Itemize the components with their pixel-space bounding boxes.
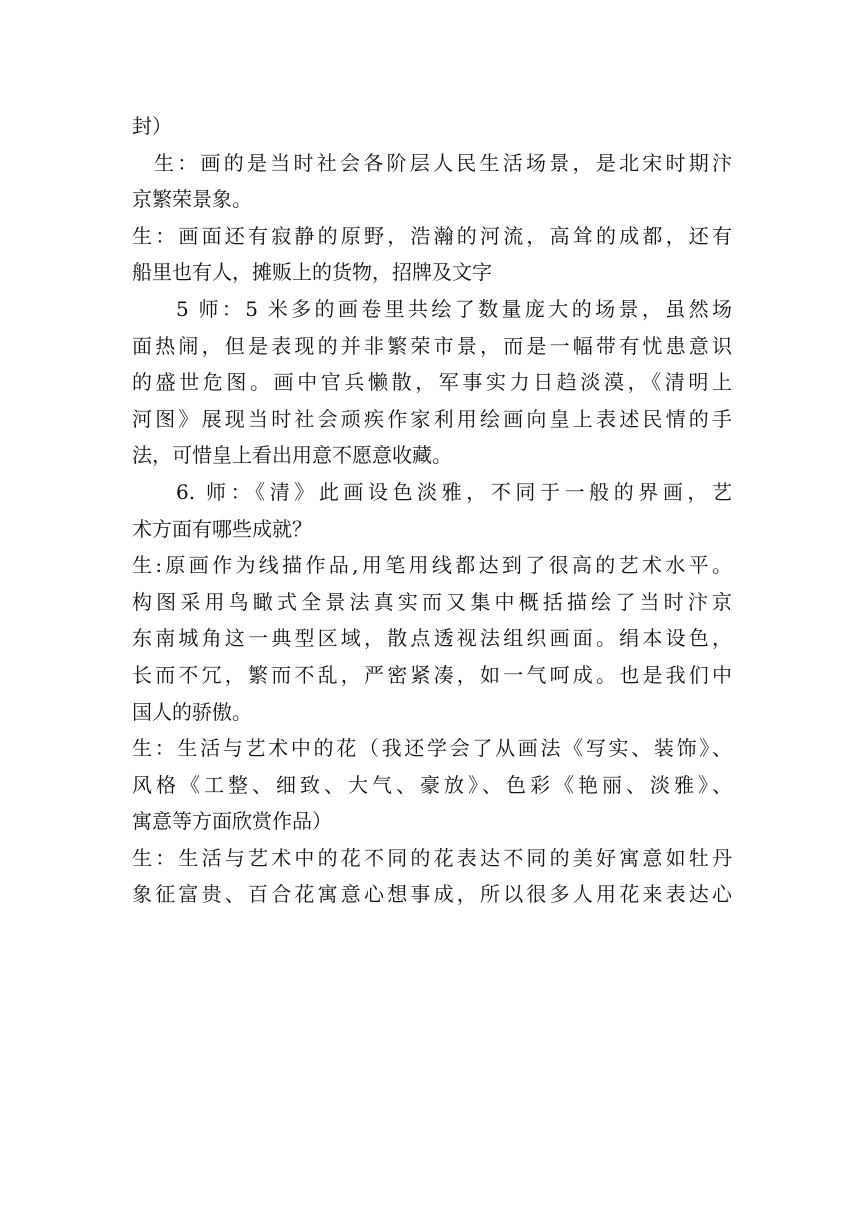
paragraph-continuation [132, 108, 732, 145]
text-line: 长而不冗，繁而不乱，严密紧凑，如一气呵成。也是我们中 [132, 662, 732, 687]
text-line: 生：生活与艺术中的花（我还学会了从画法《写实、装饰》、 [132, 736, 732, 761]
paragraph-teacher-6 [132, 474, 732, 547]
text-line: 生：画面还有寂静的原野，浩瀚的河流，高耸的成都，还有 [132, 223, 732, 248]
text-line: 生：生活与艺术中的花不同的花表达不同的美好寓意如牡丹 [132, 845, 732, 870]
text-line: 6. 师：《清》此画设色淡雅，不同于一般的界画，艺 [176, 479, 732, 504]
text-line: 寓意等方面欣赏作品） [132, 809, 332, 834]
text-line: 生:原画作为线描作品,用笔用线都达到了很高的艺术水平。 [132, 553, 732, 578]
paragraph-teacher-5 [132, 291, 732, 474]
text-line: 5 师：5 米多的画卷里共绘了数量庞大的场景，虽然场 [176, 296, 732, 321]
text-line: 构图采用鸟瞰式全景法真实而又集中概括描绘了当时汴京 [132, 589, 732, 614]
text-line: 国人的骄傲。 [132, 699, 252, 724]
paragraph-student-answer-5 [132, 840, 732, 913]
text-line: 河图》展现当时社会顽疾作家利用绘画向皇上表述民情的手 [132, 406, 732, 431]
paragraph-student-answer-2 [132, 218, 732, 291]
text-line: 船里也有人，摊贩上的货物，招牌及文字 [132, 260, 492, 285]
text-line: 的盛世危图。画中官兵懒散，军事实力日趋淡漠，《清明上 [132, 370, 732, 395]
text-line: 风格《工整、细致、大气、豪放》、色彩《艳丽、淡雅》、 [132, 772, 732, 797]
text-line: 象征富贵、百合花寓意心想事成，所以很多人用花来表达心 [132, 882, 732, 907]
text-line: 京繁荣景象。 [132, 187, 252, 212]
text-line: 东南城角这一典型区域，散点透视法组织画面。绢本设色， [132, 626, 732, 651]
text-line: 面热闹，但是表现的并非繁荣市景，而是一幅带有忧患意识 [132, 333, 732, 358]
paragraph-student-answer-1 [132, 145, 732, 218]
text-line: 术方面有哪些成就？ [132, 516, 312, 541]
document-body [132, 108, 732, 913]
text-line: 生：画的是当时社会各阶层人民生活场景，是北宋时期汴 [154, 150, 732, 175]
paragraph-student-answer-3 [132, 547, 732, 730]
paragraph-student-answer-4 [132, 730, 732, 840]
text-line: 封） [132, 114, 172, 138]
text-line: 法，可惜皇上看出用意不愿意收藏。 [132, 443, 452, 468]
